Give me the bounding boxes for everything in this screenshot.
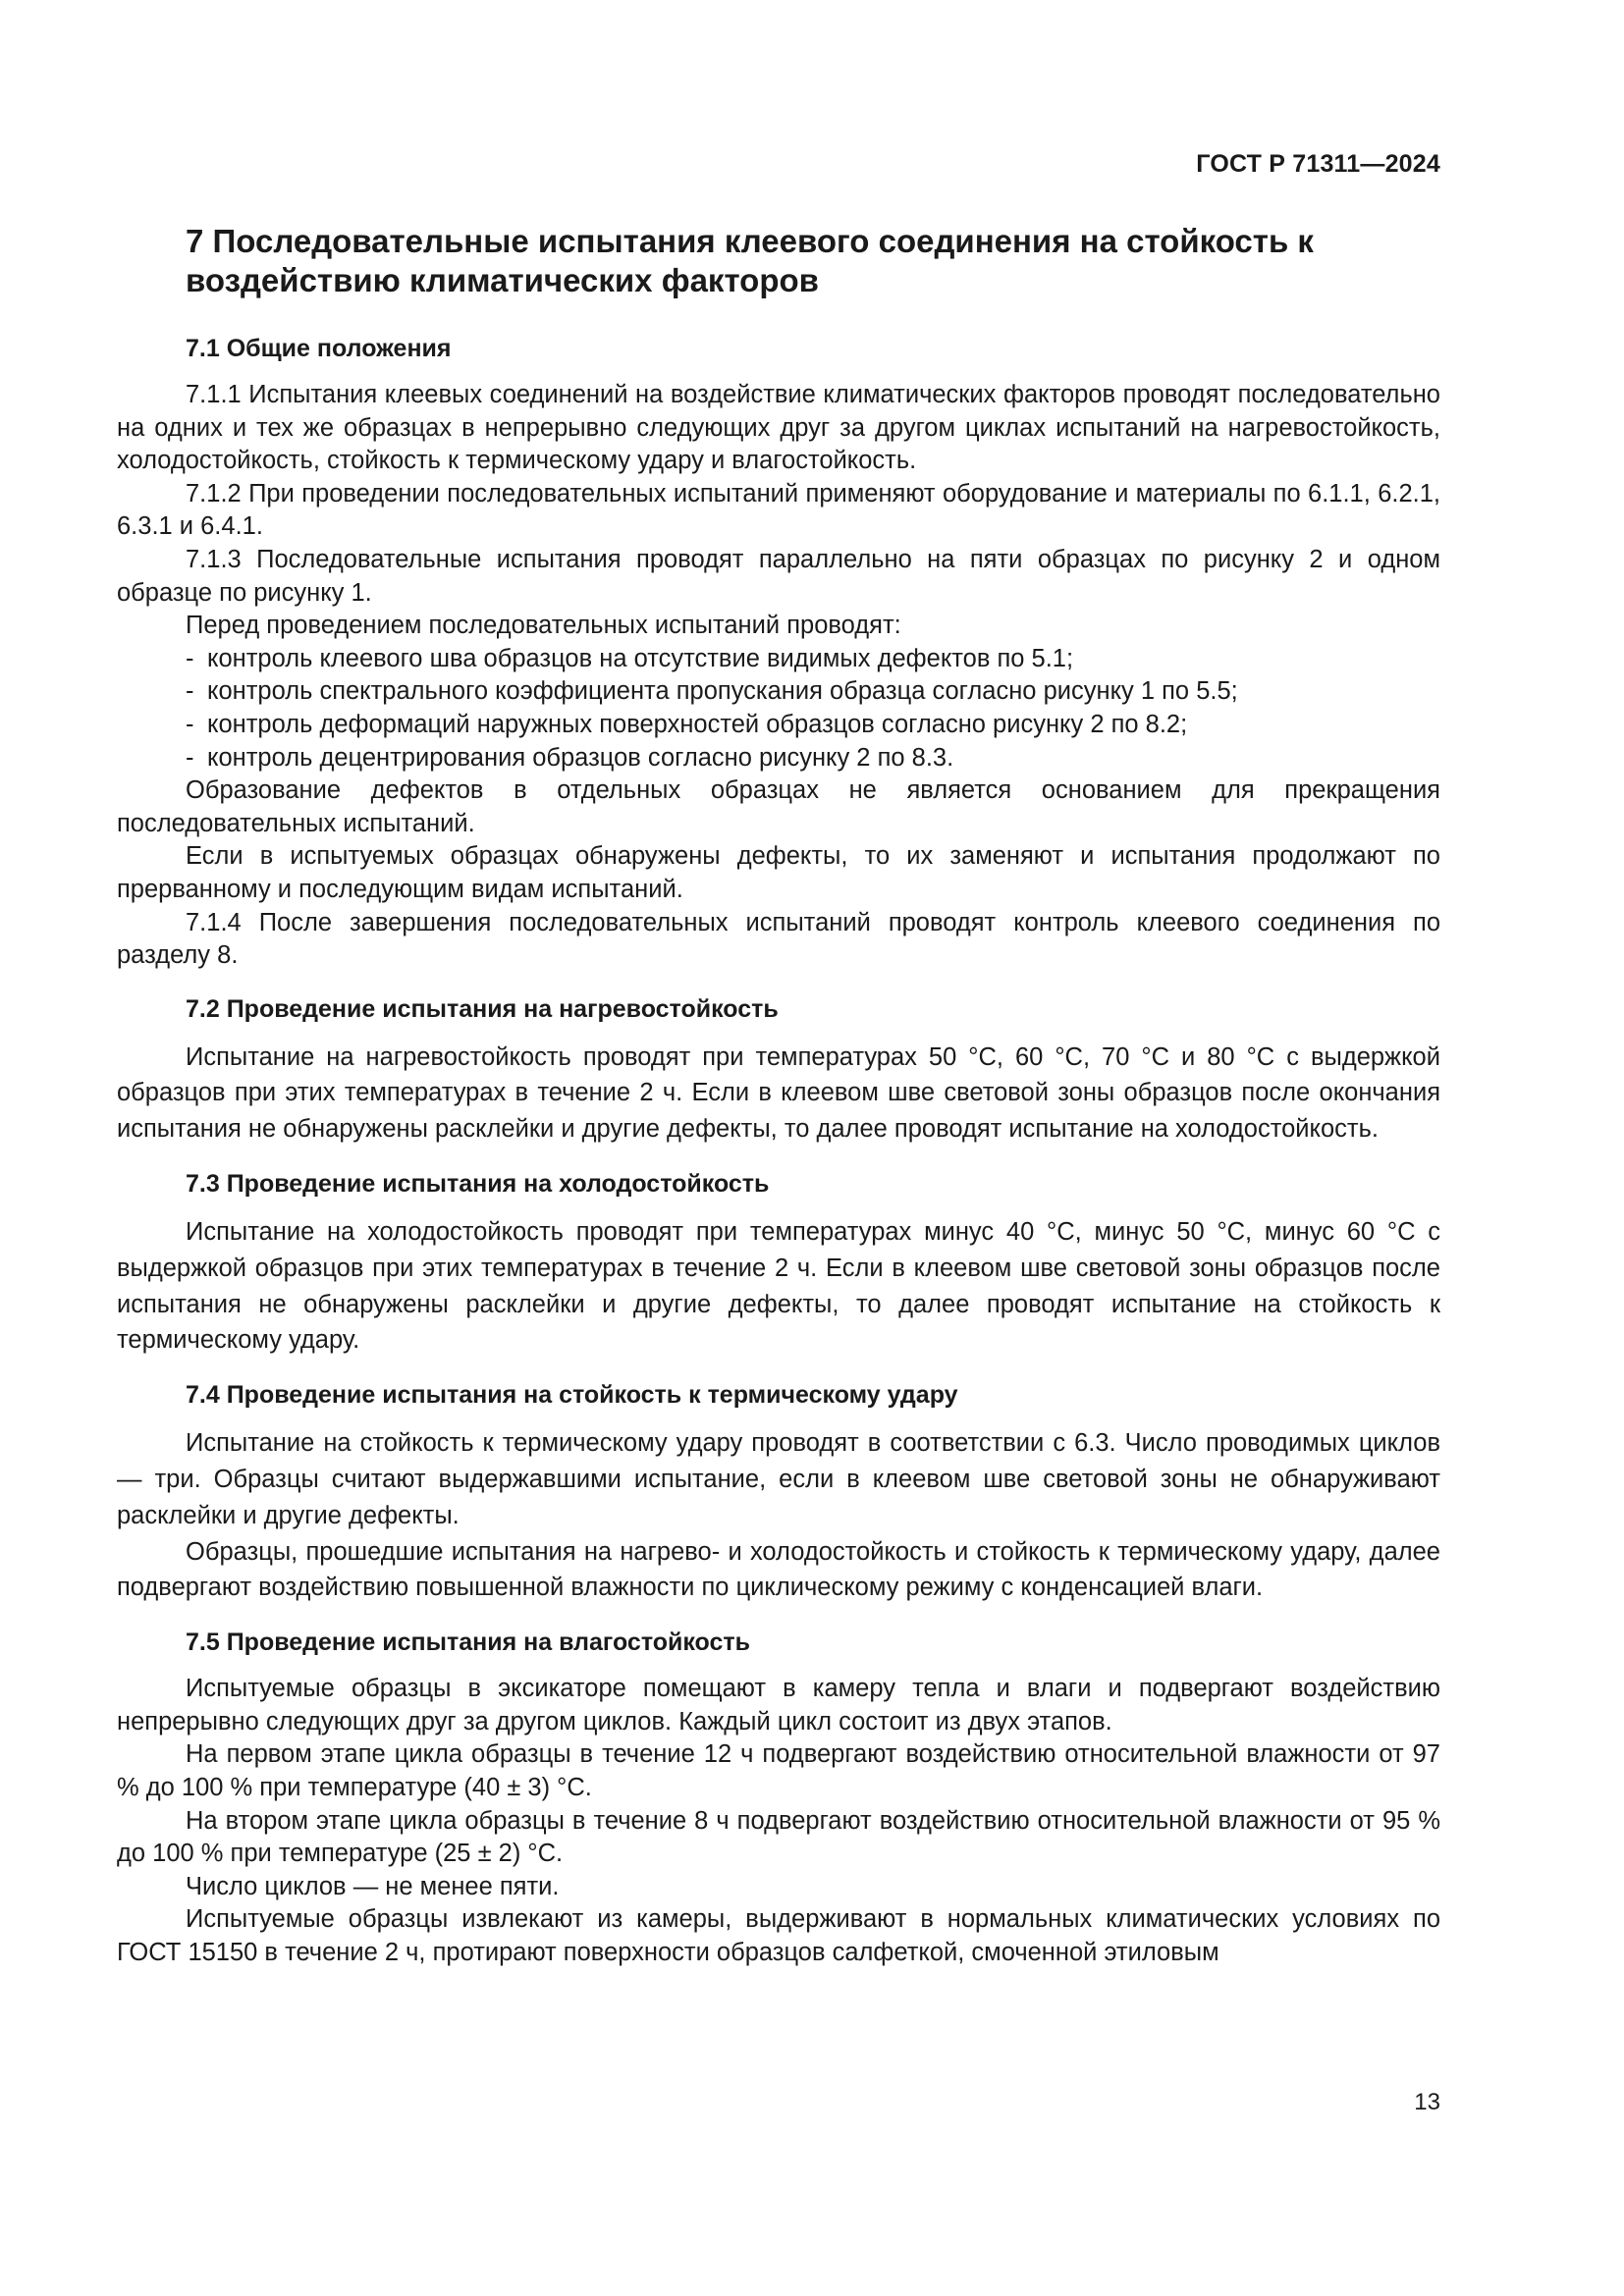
paragraph: Испытуемые образцы извлекают из камеры, выдерживают в нормальных климатических условиях по ГОСТ 15150 в течение 2 ч, протирают поверхности образцов салфеткой, смоченной этиловым [117, 1905, 1440, 1966]
paragraph: Испытание на холодостойкость проводят при температурах минус 40 °С, минус 50 °С, минус 60 °С с выдержкой образцов при этих температурах в течение 2 ч. Если в клеевом шве световой зоны образцов после испытания не обнаружены расклейки и другие дефекты, то далее проводят испытание на стойкость к термическому удару. [117, 1218, 1440, 1355]
list-item-text: контроль деформаций наружных поверхностей образцов согласно рисунку 2 по 8.2; [207, 710, 1188, 738]
subsection-7-1 [117, 334, 1440, 973]
document-page [117, 0, 1440, 2296]
paragraph: Испытание на стойкость к термическому удару проводят в соответствии с 6.3. Число проводимых циклов — три. Образцы считают выдержавшими испытание, если в клеевом шве световой зоны не обнаруживают расклейки и другие дефекты. [117, 1429, 1440, 1529]
document-body [117, 334, 1440, 1970]
subsection-7-3 [117, 1169, 1440, 1359]
section-title: 7 Последовательные испытания клеевого соединения на стойкость к воздействию климатических факторов [186, 223, 1314, 298]
document-code: ГОСТ Р 71311—2024 [1196, 150, 1440, 178]
list-item: - контроль деформаций наружных поверхностей образцов согласно рисунку 2 по 8.2; [186, 710, 1188, 738]
subsection-title: 7.2 Проведение испытания на нагревостойкость [186, 994, 779, 1023]
paragraph: Образование дефектов в отдельных образцах не является основанием для прекращения последовательных испытаний. [117, 776, 1440, 837]
list-item-text: контроль децентрирования образцов согласно рисунку 2 по 8.3. [207, 743, 954, 772]
list-item: - контроль спектрального коэффициента пропускания образца согласно рисунку 1 по 5.5; [186, 677, 1238, 706]
subsection-7-5 [117, 1628, 1440, 1969]
paragraph: 7.1.2 При проведении последовательных испытаний применяют оборудование и материалы по 6.1.1, 6.2.1, 6.3.1 и 6.4.1. [117, 479, 1440, 541]
paragraph: 7.1.4 После завершения последовательных испытаний проводят контроль клеевого соединения по разделу 8. [117, 908, 1440, 970]
list-item-text: контроль клеевого шва образцов на отсутствие видимых дефектов по 5.1; [207, 644, 1074, 672]
paragraph: 7.1.3 Последовательные испытания проводят параллельно на пяти образцах по рисунку 2 и одном образце по рисунку 1. [117, 545, 1440, 607]
paragraph: Испытание на нагревостойкость проводят при температурах 50 °С, 60 °С, 70 °С и 80 °С с выдержкой образцов при этих температурах в течение 2 ч. Если в клеевом шве световой зоны образцов после окончания испытания не обнаружены расклейки и другие дефекты, то далее проводят испытание на холодостойкость. [117, 1042, 1440, 1144]
paragraph: На втором этапе цикла образцы в течение 8 ч подвергают воздействию относительной влажности от 95 % до 100 % при температуре (25 ± 2) °С. [117, 1806, 1440, 1868]
list-item: - контроль клеевого шва образцов на отсутствие видимых дефектов по 5.1; [186, 644, 1074, 672]
paragraph: Образцы, прошедшие испытания на нагрево- и холодостойкость и стойкость к термическому удару, далее подвергают воздействию повышенной влажности по циклическому режиму с конденсацией влаги. [117, 1537, 1440, 1602]
subsection-title: 7.4 Проведение испытания на стойкость к термическому удару [186, 1381, 958, 1410]
paragraph: Перед проведением последовательных испытаний проводят: [186, 612, 901, 640]
paragraph: 7.1.1 Испытания клеевых соединений на воздействие климатических факторов проводят последовательно на одних и тех же образцах в непрерывно следующих друг за другом циклах испытаний на нагревостойкость, холодостойкость, стойкость к термическому удару и влагостойкость. [117, 381, 1440, 475]
subsection-title: 7.1 Общие положения [186, 335, 452, 362]
page-number: 13 [1414, 2089, 1440, 2115]
paragraph: Испытуемые образцы в эксикаторе помещают в камеру тепла и влаги и подвергают воздействию непрерывно следующих друг за другом циклов. Каждый цикл состоит из двух этапов. [117, 1675, 1440, 1735]
paragraph: Число циклов — не менее пяти. [186, 1872, 560, 1900]
list-item: - контроль децентрирования образцов согласно рисунку 2 по 8.3. [186, 743, 954, 772]
paragraph: На первом этапе цикла образцы в течение 12 ч подвергают воздействию относительной влажности от 97 % до 100 % при температуре (40 ± 3) °С. [117, 1740, 1440, 1802]
paragraph: Если в испытуемых образцах обнаружены дефекты, то их заменяют и испытания продолжают по прерванному и последующим видам испытаний. [117, 842, 1440, 903]
subsection-7-4 [117, 1380, 1440, 1606]
subsection-title: 7.3 Проведение испытания на холодостойкость [186, 1170, 770, 1199]
subsection-7-2 [117, 994, 1440, 1148]
subsection-title: 7.5 Проведение испытания на влагостойкость [186, 1629, 751, 1657]
list-item-text: контроль спектрального коэффициента пропускания образца согласно рисунку 1 по 5.5; [207, 677, 1238, 706]
